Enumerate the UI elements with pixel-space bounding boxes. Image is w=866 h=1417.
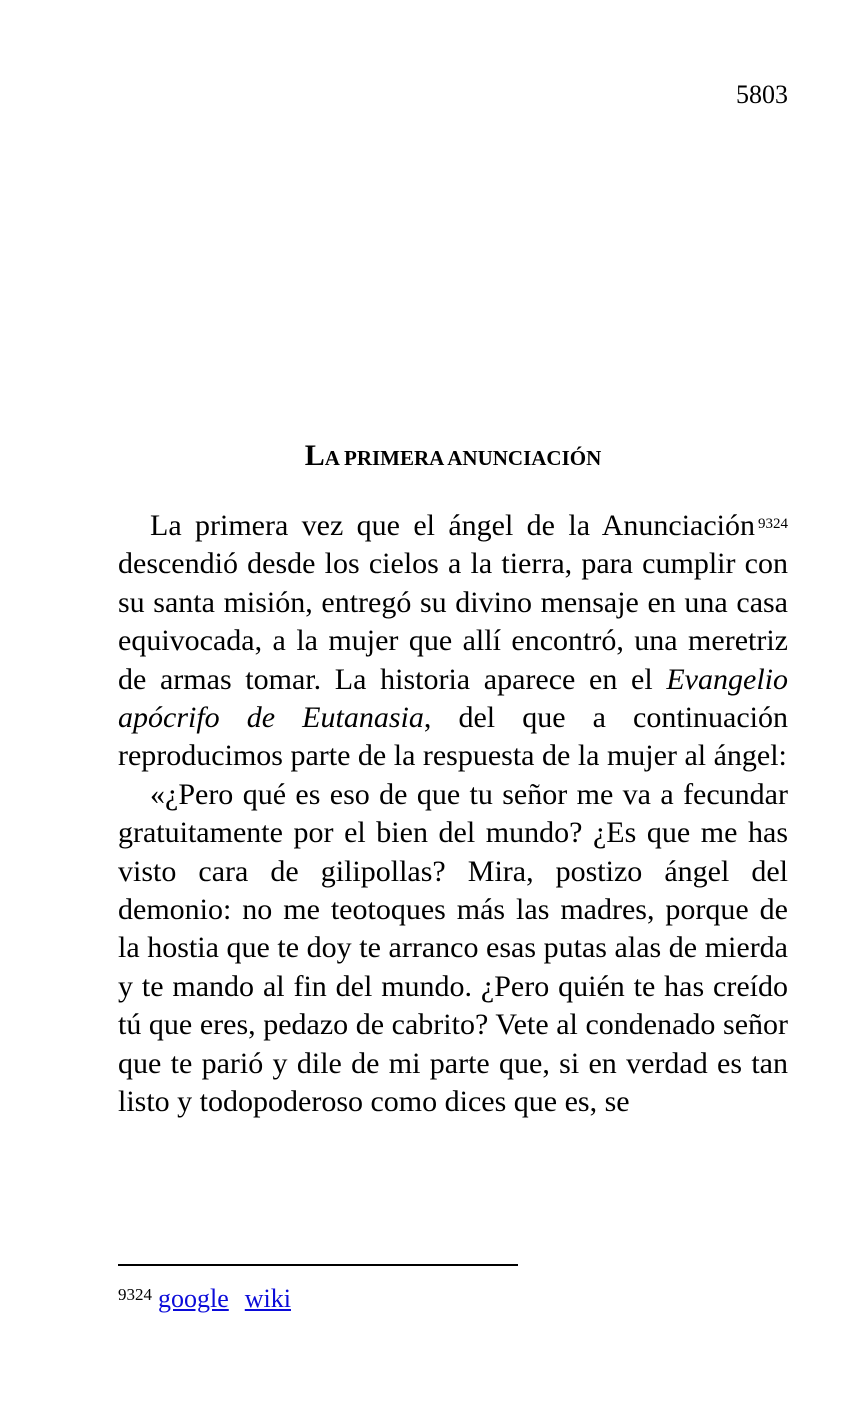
- title-initial: L: [304, 439, 325, 472]
- google-link[interactable]: google: [158, 1284, 229, 1313]
- title-rest: A PRIMERA ANUNCIACIÓN: [324, 446, 602, 470]
- wiki-link[interactable]: wiki: [244, 1284, 291, 1313]
- paragraph-1: [118, 507, 788, 776]
- page-number: 5803: [736, 80, 788, 109]
- footnote-reference[interactable]: 9324: [758, 516, 788, 532]
- paragraph-2: «¿Pero qué es eso de que tu señor me va a fecundar gratuitamente por el bien del mundo? ¿Es que me has visto cara de gilipollas? Mira, postizo ángel del demonio: no me teotoques más las madres, porque de la hostia que te doy te arranco esas putas alas de mierda y te mando al fin del mundo. ¿Pero quién te has creído tú que eres, pedazo de cabrito? Vete al condenado señor que te parió y dile de mi parte que, si en verdad es tan listo y todopoderoso como dices que es, se: [118, 777, 788, 1119]
- paragraph-1-text-a: La primera vez que el ángel de la Anunciación: [150, 509, 755, 542]
- paragraph-1-text-c: , del que a continuación reproducimos parte de la respuesta de la mujer al ángel:: [118, 701, 788, 773]
- footnote-number: 9324: [118, 1285, 152, 1304]
- paragraph-1-text-b: descendió desde los cielos a la tierra, para cumplir con su santa misión, entregó su divino mensaje en una casa equivocada, a la mujer que allí encontró, una meretriz de armas tomar. La historia aparece en el: [118, 547, 788, 696]
- italic-book-title: Evangelio apócrifo de Eutanasia: [118, 662, 788, 735]
- footnote: [118, 1282, 307, 1316]
- body-text: [118, 507, 788, 1122]
- chapter-title: [118, 438, 788, 476]
- footnote-divider: [118, 1264, 518, 1266]
